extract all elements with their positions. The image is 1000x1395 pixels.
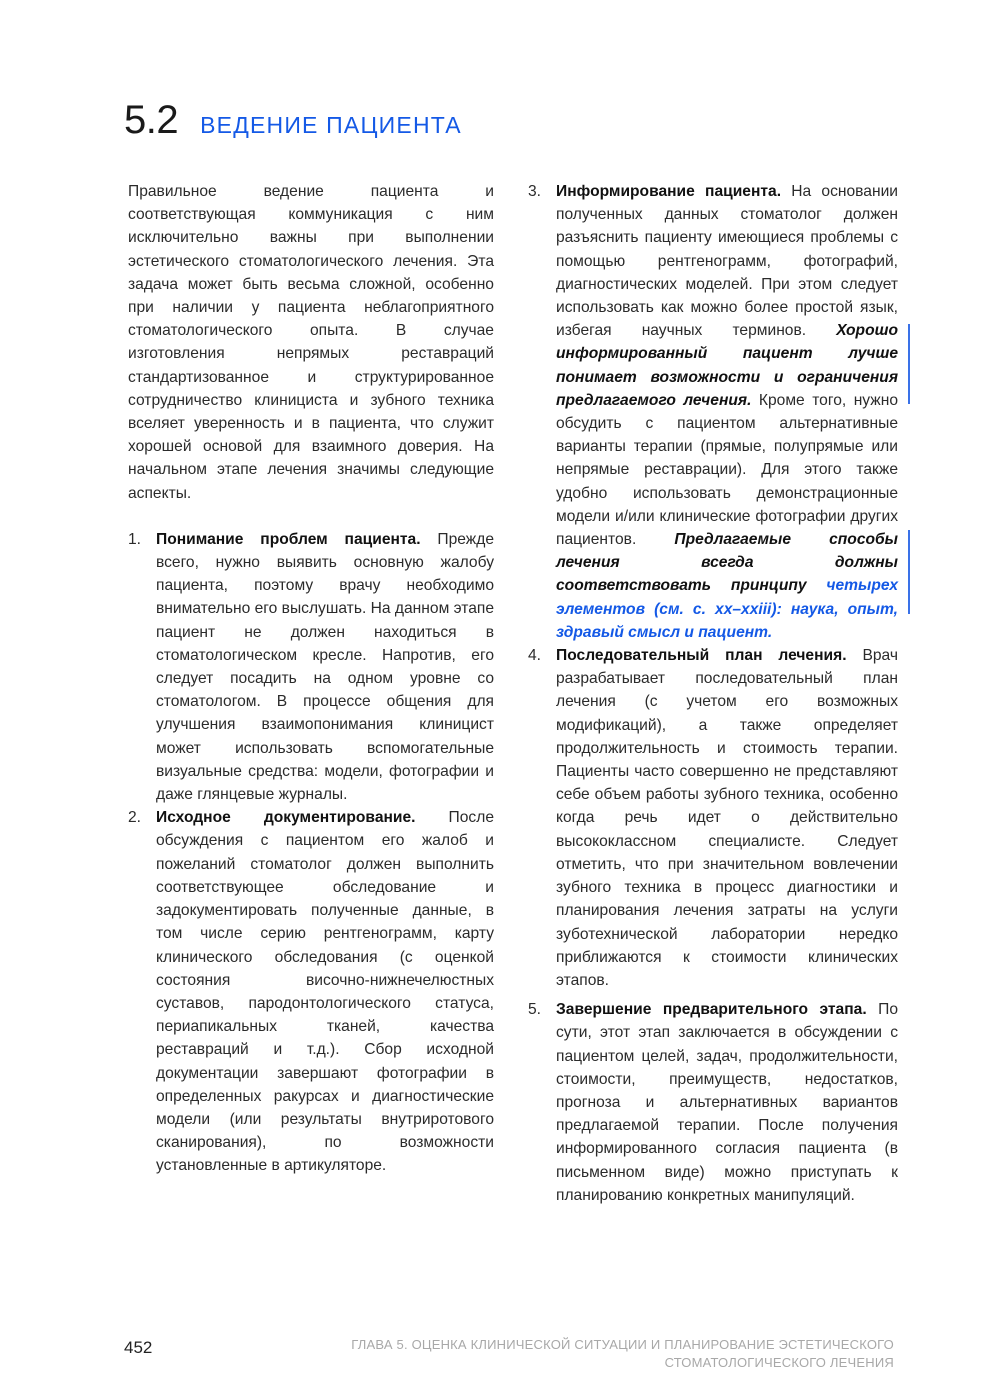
item-title: Понимание проблем пациента. [156, 530, 421, 548]
list-marker: 1. [128, 530, 142, 548]
item-title: Информирование пациента. [556, 183, 782, 200]
list-marker: 5. [528, 1001, 542, 1019]
item-text: Кроме того, нужно обсудить с пациентом альтернативные варианты терапии (прямые, полупрямые или непрямые реставрации). Для этого также удобно использовать демонстрационные модели и/или клинические фотографии других пациентов. [556, 391, 898, 549]
margin-rule [908, 324, 910, 404]
list-item [528, 644, 898, 992]
item-text: Врач разрабатывает последовательный план лечения (с учетом его возможных модификаций), а также определяет продолжительность и стоимость терапии. Пациенты часто совершенно не представляют себе объем работы зубного техника, особенно когда речь идет о действительно высококлассном специалисте. Следует отметить, что при значительном вовлечении зубного техника в процесс диагностики и планирования лечения затраты на услуги зуботехнической лаборатории нередко приближаются к стоимости клинических этапов. [556, 647, 898, 989]
item-text: На основании полученных данных стоматолог должен разъяснить пациенту имеющиеся проблемы с помощью рентгенограмм, фотографий, диагностических моделей. При этом следует использовать как можно более простой язык, избегая научных терминов. [556, 183, 898, 340]
item-text: После обсуждения с пациентом его жалоб и пожеланий стоматолог должен выполнить соответствующее обследование и задокументировать полученные данные, в том числе серию рентгенограмм, карту клинического обследования (с оценкой состояния височно-нижнечелюстных суставов, пародонтологического статуса, периапикальных тканей, качества реставраций и т.д.). Сбор исходной документации завершают фотографии в определенных ракурсах и диагностические модели (или результаты внутриротового сканирования), по возможности установленные в артикуляторе. [156, 809, 494, 1175]
page-number: 452 [124, 1338, 153, 1357]
running-footer [254, 1336, 894, 1372]
right-column [528, 180, 898, 1207]
item-title: Завершение предварительного этапа. [556, 1001, 867, 1019]
key-statement: Предлагаемые способы лечения всегда должны соответствовать принципу [556, 531, 898, 595]
item-text: Прежде всего, нужно выявить основную жалобу пациента, поэтому врачу необходимо внимательно его выслушать. На данном этапе пациент не должен находиться в стоматологическом кресле. Напротив, его следует посадить на одном уровне со стоматологом. В процессе общения для улучшения взаимопонимания клиницист может использовать вспомогательные визуальные средства: модели, фотографии и даже глянцевые журналы. [156, 530, 494, 804]
aspects-list-part2 [528, 180, 898, 1207]
list-marker: 2. [128, 809, 142, 827]
list-item [528, 180, 898, 644]
aspects-list-part1 [128, 528, 494, 1178]
list-marker: 3. [528, 183, 542, 200]
item-text: По сути, этот этап заключается в обсуждении с пациентом целей, задач, продолжительности, стоимости, преимуществ, недостатков, прогноза и альтернативных вариантов предлагаемой терапии. После получения информированного согласия пациента (в письменном виде) можно приступать к планированию конкретных манипуляций. [556, 1001, 898, 1204]
item-title: Исходное документирование. [156, 809, 416, 827]
intro-paragraph: Правильное ведение пациента и соответствующая коммуникация с ним исключительно важны при выполнении эстетического стоматологического лечения. Эта задача может быть весьма сложной, особенно при наличии у пациента неблагоприятного стоматологического опыта. В случае изготовления непрямых реставраций стандартизованное и структурированное сотрудничество клинициста и зубного техника вселяет уверенность и в пациента, что служит хорошей основой для взаимного доверия. На начальном этапе лечения значимы следующие аспекты. [128, 183, 494, 502]
list-marker: 4. [528, 647, 542, 665]
list-item [528, 998, 898, 1207]
section-title: ВЕДЕНИЕ ПАЦИЕНТА [200, 112, 462, 138]
section-number: 5.2 [124, 98, 179, 142]
chapter-title-line1: ГЛАВА 5. ОЦЕНКА КЛИНИЧЕСКОЙ СИТУАЦИИ И ПЛАНИРОВАНИЕ ЭСТЕТИЧЕСКОГО [351, 1337, 894, 1352]
list-item [128, 806, 494, 1177]
key-statement: Хорошо информированный пациент лучше понимает возможности и ограничения предлагаемого лечения. [556, 322, 898, 409]
chapter-title-line2: СТОМАТОЛОГИЧЕСКОГО ЛЕЧЕНИЯ [664, 1355, 894, 1370]
item-title: Последовательный план лечения. [556, 647, 847, 665]
left-column [128, 180, 494, 1178]
list-item [128, 528, 494, 806]
four-elements-link[interactable]: четырех элементов (см. с. xx–xxiii): наука, опыт, здравый смысл и пациент. [556, 577, 898, 641]
section-heading [124, 98, 462, 143]
margin-rule [908, 530, 910, 614]
